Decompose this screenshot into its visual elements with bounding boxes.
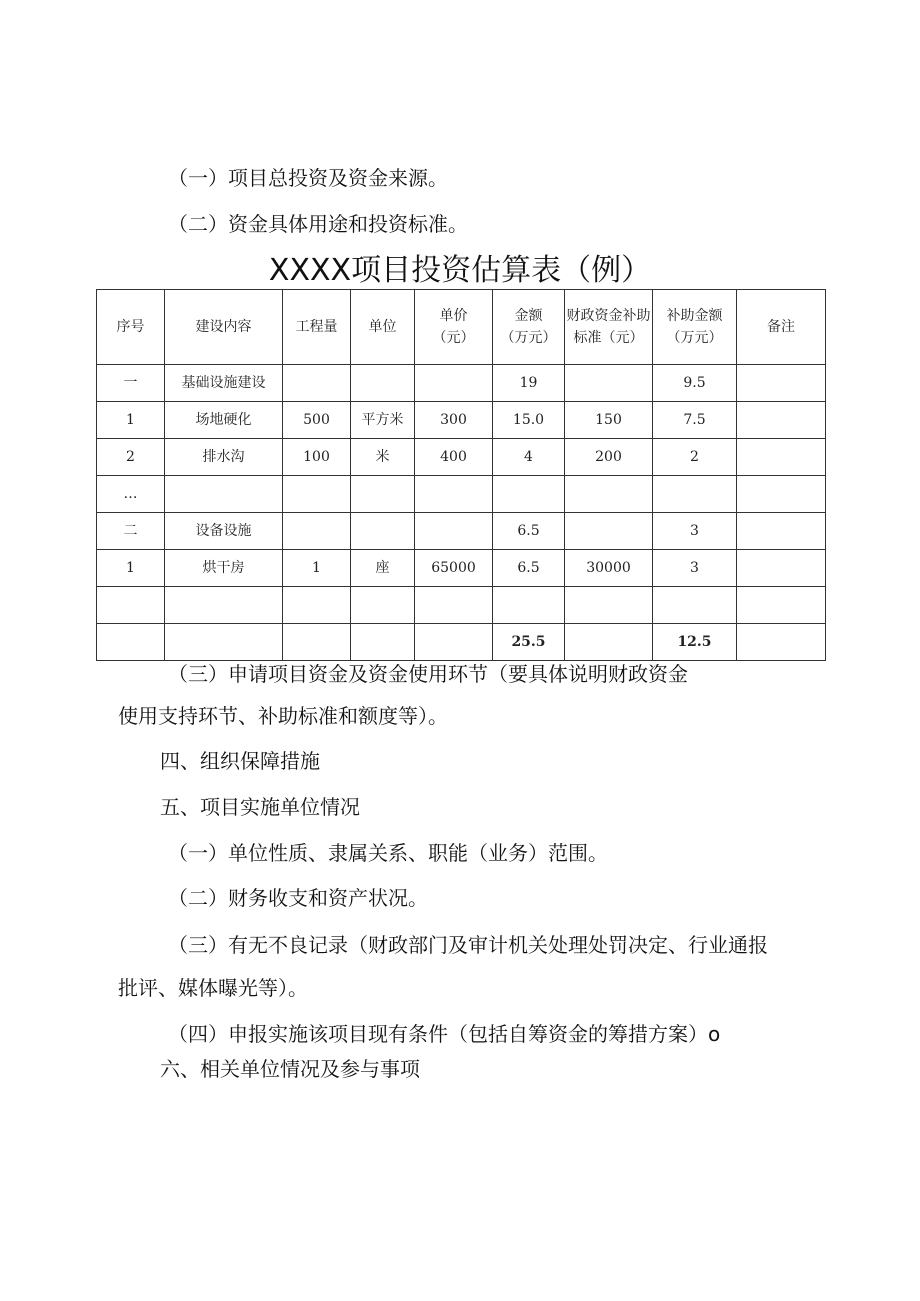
table-cell: 6.5 [493,550,565,587]
body-line-3: 四、组织保障措施 [160,749,320,773]
table-cell [97,624,165,661]
table-cell [283,587,351,624]
table-cell: 2 [653,439,737,476]
header-subsidy-standard: 财政资金补助 标准（元） [565,290,653,365]
table-cell [737,365,826,402]
investment-estimate-table [96,289,826,661]
table-cell: 400 [415,439,493,476]
table-cell: 烘干房 [165,550,283,587]
table-cell [415,476,493,513]
table-cell: 座 [351,550,415,587]
table-cell: 19 [493,365,565,402]
body-line-5: （一）单位性质、隶属关系、职能（业务）范围。 [168,841,608,865]
table-cell: 米 [351,439,415,476]
table-cell [737,587,826,624]
header-unit: 单位 [351,290,415,365]
table-cell: 3 [653,513,737,550]
table-cell [283,624,351,661]
table-cell [565,476,653,513]
table-cell [653,476,737,513]
table-cell [737,439,826,476]
table-cell: 4 [493,439,565,476]
table-cell [165,587,283,624]
table-cell: 一 [97,365,165,402]
table-cell: 排水沟 [165,439,283,476]
body-line-2: 使用支持环节、补助标准和额度等）。 [118,704,448,728]
table-cell [565,587,653,624]
body-line-8: 批评、媒体曝光等）。 [118,976,308,1000]
table-cell: 100 [283,439,351,476]
table-cell: 1 [283,550,351,587]
table-cell [737,624,826,661]
table-cell [493,476,565,513]
table-cell [351,513,415,550]
header-seq: 序号 [97,290,165,365]
table-cell [415,624,493,661]
table-row [97,365,826,402]
table-cell [351,624,415,661]
body-line-7: （三）有无不良记录（财政部门及审计机关处理处罚决定、行业通报 [168,933,768,957]
table-cell: 9.5 [653,365,737,402]
table-cell: 300 [415,402,493,439]
intro-line-2: （二）资金具体用途和投资标准。 [168,212,468,236]
table-cell [351,365,415,402]
table-cell [737,402,826,439]
table-cell [165,476,283,513]
table-cell: 150 [565,402,653,439]
table-header-row [97,290,826,365]
table-cell [415,365,493,402]
table-cell [737,476,826,513]
table-cell: 30000 [565,550,653,587]
header-unit-price: 单价 （元） [415,290,493,365]
header-subsidy-amount: 补助金额 （万元） [653,290,737,365]
table-cell [97,587,165,624]
table-cell: 场地硬化 [165,402,283,439]
body-line-4: 五、项目实施单位情况 [160,795,360,819]
table-row [97,439,826,476]
table-cell: 3 [653,550,737,587]
body-line-6: （二）财务收支和资产状况。 [168,886,428,910]
table-cell [493,587,565,624]
table-cell [351,476,415,513]
table-title: XXXX项目投资估算表（例） [268,253,652,288]
table-cell: 200 [565,439,653,476]
table-cell: 基础设施建设 [165,365,283,402]
table-row [97,402,826,439]
table-cell [283,365,351,402]
table-cell: 6.5 [493,513,565,550]
table-cell [737,513,826,550]
table-cell [351,587,415,624]
header-content: 建设内容 [165,290,283,365]
table-cell [415,513,493,550]
table-cell [283,476,351,513]
table-cell [565,624,653,661]
table-cell: 二 [97,513,165,550]
table-cell: 7.5 [653,402,737,439]
table-cell [653,587,737,624]
table-row [97,476,826,513]
body-line-9: （四）申报实施该项目现有条件（包括自筹资金的筹措方案）o [168,1022,721,1046]
table-cell: 设备设施 [165,513,283,550]
body-line-1: （三）申请项目资金及资金使用环节（要具体说明财政资金 [168,662,688,686]
table-cell: 500 [283,402,351,439]
total-amount: 25.5 [493,624,565,661]
table-row [97,587,826,624]
body-line-10: 六、相关单位情况及参与事项 [160,1057,420,1081]
table-cell [737,550,826,587]
total-subsidy: 12.5 [653,624,737,661]
header-amount: 金额 （万元） [493,290,565,365]
table-cell: 2 [97,439,165,476]
intro-line-1: （一）项目总投资及资金来源。 [168,166,448,190]
table-cell [565,365,653,402]
table-cell: 15.0 [493,402,565,439]
header-remarks: 备注 [737,290,826,365]
table-row [97,513,826,550]
table-cell: 65000 [415,550,493,587]
table-total-row [97,624,826,661]
table-cell: 1 [97,402,165,439]
table-cell: 平方米 [351,402,415,439]
table-cell [565,513,653,550]
table-cell [415,587,493,624]
table-cell: … [97,476,165,513]
table-cell [165,624,283,661]
table-row [97,550,826,587]
table-cell [283,513,351,550]
header-quantity: 工程量 [283,290,351,365]
table-cell: 1 [97,550,165,587]
